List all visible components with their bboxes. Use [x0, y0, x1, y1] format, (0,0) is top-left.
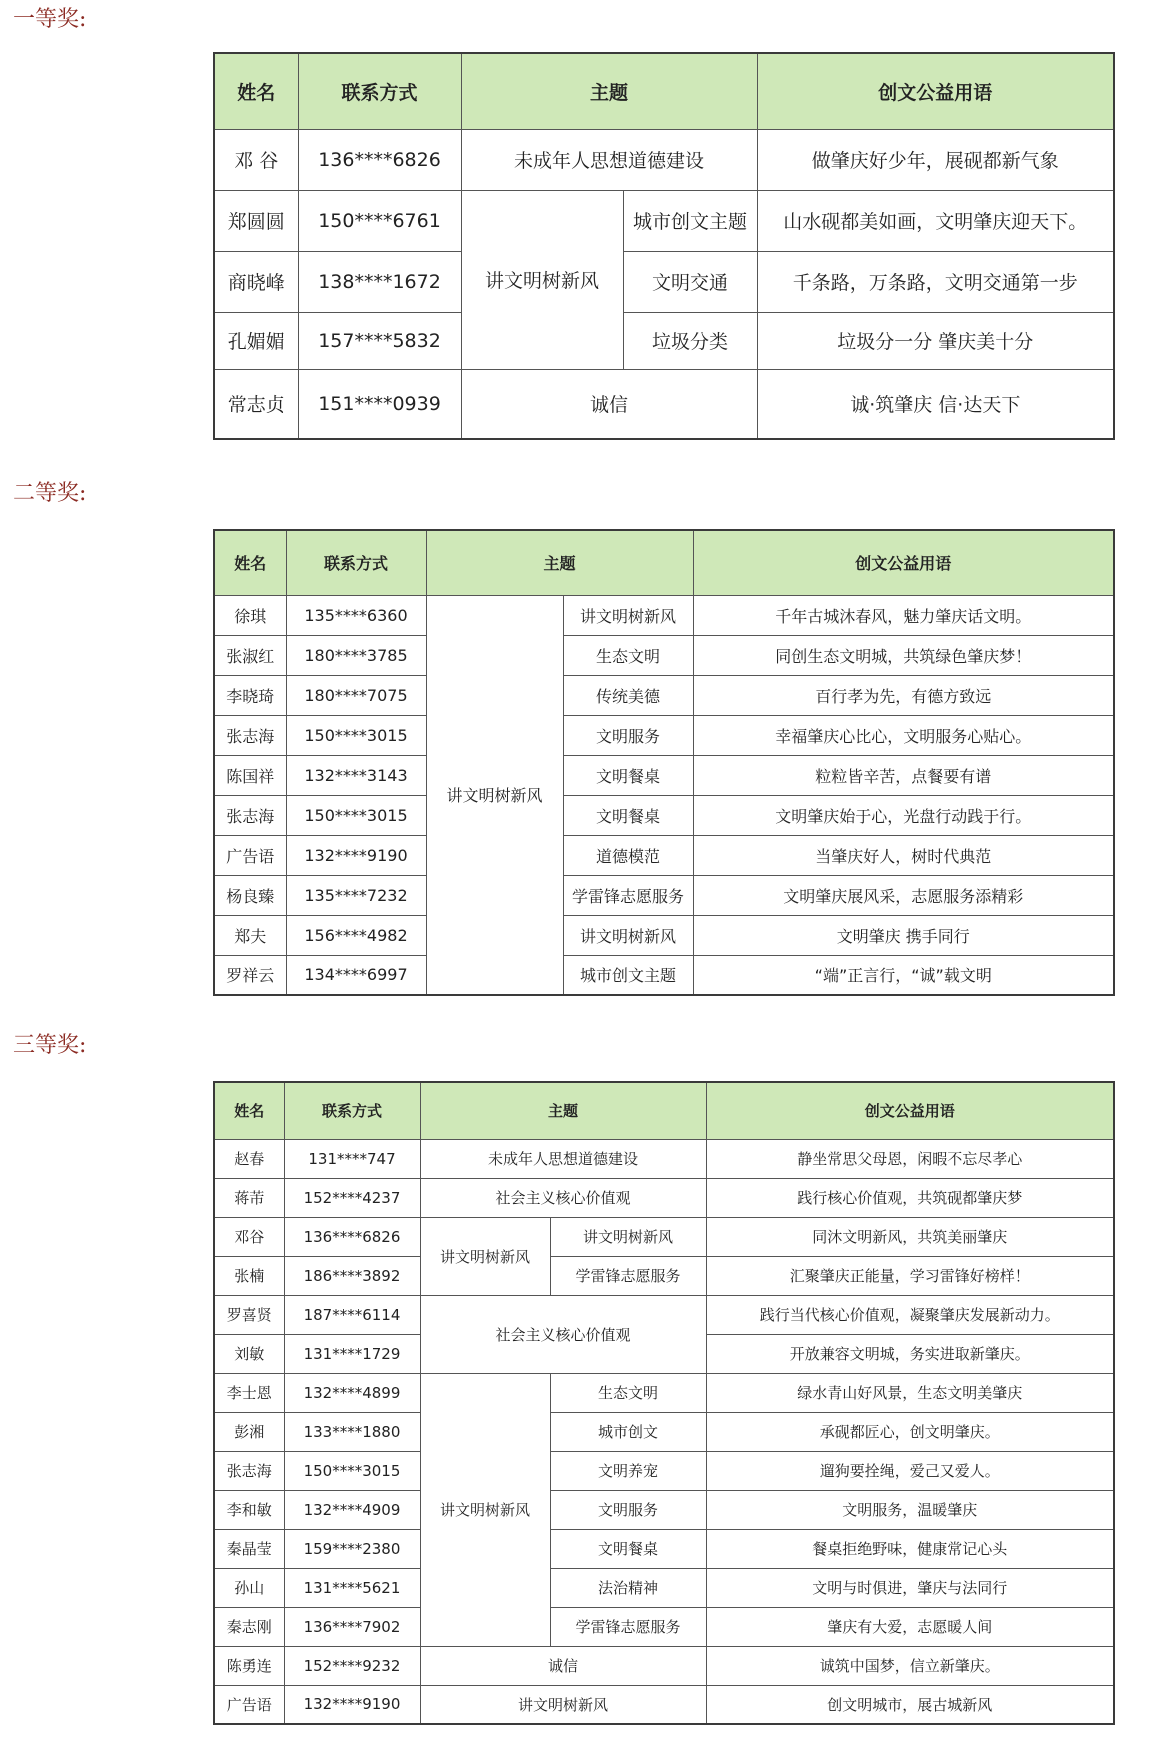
slogan-cell: 遛狗要拴绳，爱己又爱人。: [706, 1451, 1114, 1490]
table-row: [214, 1373, 1114, 1412]
theme-cell: 诚信: [420, 1646, 706, 1685]
winner-name: 蒋芾: [214, 1178, 284, 1217]
contact-phone: 152****4237: [284, 1178, 420, 1217]
table-row: [214, 1178, 1114, 1217]
winner-name: 邓 谷: [214, 129, 298, 190]
sub-theme-cell: 学雷锋志愿服务: [550, 1256, 706, 1295]
slogan-cell: 幸福肇庆心比心，文明服务心贴心。: [693, 715, 1114, 755]
contact-phone: 132****9190: [284, 1685, 420, 1724]
contact-phone: 186****3892: [284, 1256, 420, 1295]
winner-name: 孙山: [214, 1568, 284, 1607]
header-theme: 主题: [420, 1082, 706, 1139]
sub-theme-cell: 文明餐桌: [563, 755, 693, 795]
slogan-cell: 粒粒皆辛苦，点餐要有谱: [693, 755, 1114, 795]
contact-phone: 150****3015: [286, 795, 426, 835]
winner-name: 常志贞: [214, 369, 298, 439]
header-name: 姓名: [214, 53, 298, 129]
contact-phone: 131****747: [284, 1139, 420, 1178]
slogan-cell: 践行当代核心价值观，凝聚肇庆发展新动力。: [706, 1295, 1114, 1334]
contact-phone: 133****1880: [284, 1412, 420, 1451]
sub-theme-cell: 生态文明: [550, 1373, 706, 1412]
table-row: [214, 1217, 1114, 1256]
winner-name: 广告语: [214, 835, 286, 875]
header-slogan: 创文公益用语: [693, 530, 1114, 595]
header-contact: 联系方式: [286, 530, 426, 595]
contact-phone: 136****7902: [284, 1607, 420, 1646]
winner-name: 秦晶莹: [214, 1529, 284, 1568]
winner-name: 张淑红: [214, 635, 286, 675]
winner-name: 陈勇连: [214, 1646, 284, 1685]
winner-name: 邓谷: [214, 1217, 284, 1256]
table-row: [214, 715, 1114, 755]
contact-phone: 136****6826: [298, 129, 461, 190]
slogan-cell: 诚·筑肇庆 信·达天下: [757, 369, 1114, 439]
winner-name: 赵春: [214, 1139, 284, 1178]
table-row: [214, 190, 1114, 251]
contact-phone: 132****9190: [286, 835, 426, 875]
contact-phone: 180****3785: [286, 635, 426, 675]
table-row: [214, 795, 1114, 835]
winner-name: 李晓琦: [214, 675, 286, 715]
winner-name: 张楠: [214, 1256, 284, 1295]
table-row: [214, 129, 1114, 190]
theme-cell: 未成年人思想道德建设: [420, 1139, 706, 1178]
sub-theme-cell: 城市创文主题: [563, 955, 693, 995]
slogan-cell: 餐桌拒绝野味，健康常记心头: [706, 1529, 1114, 1568]
theme-cell: 未成年人思想道德建设: [461, 129, 757, 190]
header-slogan: 创文公益用语: [757, 53, 1114, 129]
slogan-cell: 承砚都匠心，创文明肇庆。: [706, 1412, 1114, 1451]
table-row: [214, 1529, 1114, 1568]
slogan-cell: 当肇庆好人，树时代典范: [693, 835, 1114, 875]
table-row: [214, 835, 1114, 875]
table-row: [214, 1412, 1114, 1451]
winner-name: 郑圆圆: [214, 190, 298, 251]
theme-group-cell: 讲文明树新风: [420, 1373, 550, 1646]
contact-phone: 150****3015: [286, 715, 426, 755]
header-name: 姓名: [214, 530, 286, 595]
sub-theme-cell: 传统美德: [563, 675, 693, 715]
third-prize-heading: 三等奖:: [13, 1033, 87, 1058]
contact-phone: 132****3143: [286, 755, 426, 795]
sub-theme-cell: 文明养宠: [550, 1451, 706, 1490]
header-theme: 主题: [461, 53, 757, 129]
slogan-cell: 同沐文明新风，共筑美丽肇庆: [706, 1217, 1114, 1256]
contact-phone: 135****7232: [286, 875, 426, 915]
table-header-row: [214, 1082, 1114, 1139]
winner-name: 商晓峰: [214, 251, 298, 312]
table-header-row: [214, 53, 1114, 129]
winner-name: 张志海: [214, 1451, 284, 1490]
table-row: [214, 312, 1114, 369]
slogan-cell: 诚筑中国梦，信立新肇庆。: [706, 1646, 1114, 1685]
header-slogan: 创文公益用语: [706, 1082, 1114, 1139]
table-header-row: [214, 530, 1114, 595]
theme-group-cell: 讲文明树新风: [426, 595, 563, 995]
slogan-cell: 垃圾分一分 肇庆美十分: [757, 312, 1114, 369]
table-row: [214, 755, 1114, 795]
table-row: [214, 1607, 1114, 1646]
contact-phone: 150****6761: [298, 190, 461, 251]
slogan-cell: 文明服务，温暖肇庆: [706, 1490, 1114, 1529]
first-prize-table: [213, 52, 1115, 440]
winner-name: 刘敏: [214, 1334, 284, 1373]
slogan-cell: 汇聚肇庆正能量，学习雷锋好榜样！: [706, 1256, 1114, 1295]
table-row: [214, 1685, 1114, 1724]
contact-phone: 156****4982: [286, 915, 426, 955]
winner-name: 陈国祥: [214, 755, 286, 795]
winner-name: 孔媚媚: [214, 312, 298, 369]
sub-theme-cell: 文明服务: [563, 715, 693, 755]
winner-name: 广告语: [214, 1685, 284, 1724]
sub-theme-cell: 讲文明树新风: [550, 1217, 706, 1256]
first-prize-heading: 一等奖:: [13, 7, 87, 32]
slogan-cell: “端”正言行，“诚”载文明: [693, 955, 1114, 995]
table-row: [214, 1295, 1114, 1334]
slogan-cell: 做肇庆好少年，展砚都新气象: [757, 129, 1114, 190]
slogan-cell: 绿水青山好风景，生态文明美肇庆: [706, 1373, 1114, 1412]
slogan-cell: 千条路，万条路，文明交通第一步: [757, 251, 1114, 312]
header-contact: 联系方式: [284, 1082, 420, 1139]
winner-name: 张志海: [214, 795, 286, 835]
theme-cell: 讲文明树新风: [420, 1685, 706, 1724]
table-row: [214, 635, 1114, 675]
winner-name: 罗祥云: [214, 955, 286, 995]
table-row: [214, 955, 1114, 995]
contact-phone: 180****7075: [286, 675, 426, 715]
slogan-cell: 创文明城市，展古城新风: [706, 1685, 1114, 1724]
header-name: 姓名: [214, 1082, 284, 1139]
contact-phone: 152****9232: [284, 1646, 420, 1685]
contact-phone: 135****6360: [286, 595, 426, 635]
contact-phone: 136****6826: [284, 1217, 420, 1256]
slogan-cell: 文明肇庆 携手同行: [693, 915, 1114, 955]
table-row: [214, 369, 1114, 439]
winner-name: 徐琪: [214, 595, 286, 635]
contact-phone: 157****5832: [298, 312, 461, 369]
slogan-cell: 静坐常思父母恩，闲暇不忘尽孝心: [706, 1139, 1114, 1178]
contact-phone: 187****6114: [284, 1295, 420, 1334]
contact-phone: 159****2380: [284, 1529, 420, 1568]
sub-theme-cell: 讲文明树新风: [563, 915, 693, 955]
sub-theme-cell: 法治精神: [550, 1568, 706, 1607]
sub-theme-cell: 文明餐桌: [550, 1529, 706, 1568]
contact-phone: 131****1729: [284, 1334, 420, 1373]
header-theme: 主题: [426, 530, 693, 595]
contact-phone: 131****5621: [284, 1568, 420, 1607]
table-row: [214, 1568, 1114, 1607]
slogan-cell: 文明与时俱进，肇庆与法同行: [706, 1568, 1114, 1607]
sub-theme-cell: 道德模范: [563, 835, 693, 875]
slogan-cell: 肇庆有大爱，志愿暖人间: [706, 1607, 1114, 1646]
sub-theme-cell: 城市创文主题: [623, 190, 757, 251]
slogan-cell: 百行孝为先，有德方致远: [693, 675, 1114, 715]
table-row: [214, 251, 1114, 312]
theme-cell: 社会主义核心价值观: [420, 1178, 706, 1217]
third-prize-table: [213, 1081, 1115, 1725]
contact-phone: 150****3015: [284, 1451, 420, 1490]
theme-cell: 社会主义核心价值观: [420, 1295, 706, 1373]
sub-theme-cell: 生态文明: [563, 635, 693, 675]
winner-name: 秦志刚: [214, 1607, 284, 1646]
winner-name: 李和敏: [214, 1490, 284, 1529]
sub-theme-cell: 学雷锋志愿服务: [550, 1607, 706, 1646]
slogan-cell: 开放兼容文明城，务实进取新肇庆。: [706, 1334, 1114, 1373]
table-row: [214, 675, 1114, 715]
winner-name: 罗喜贤: [214, 1295, 284, 1334]
contact-phone: 138****1672: [298, 251, 461, 312]
slogan-cell: 践行核心价值观，共筑砚都肇庆梦: [706, 1178, 1114, 1217]
sub-theme-cell: 城市创文: [550, 1412, 706, 1451]
header-contact: 联系方式: [298, 53, 461, 129]
table-row: [214, 915, 1114, 955]
sub-theme-cell: 讲文明树新风: [563, 595, 693, 635]
sub-theme-cell: 文明服务: [550, 1490, 706, 1529]
second-prize-heading: 二等奖:: [13, 481, 87, 506]
second-prize-table: [213, 529, 1115, 996]
slogan-cell: 同创生态文明城，共筑绿色肇庆梦！: [693, 635, 1114, 675]
table-row: [214, 875, 1114, 915]
sub-theme-cell: 文明交通: [623, 251, 757, 312]
table-row: [214, 595, 1114, 635]
contact-phone: 151****0939: [298, 369, 461, 439]
slogan-cell: 山水砚都美如画，文明肇庆迎天下。: [757, 190, 1114, 251]
theme-group-cell: 讲文明树新风: [461, 190, 623, 369]
slogan-cell: 文明肇庆展风采，志愿服务添精彩: [693, 875, 1114, 915]
sub-theme-cell: 文明餐桌: [563, 795, 693, 835]
winner-name: 彭湘: [214, 1412, 284, 1451]
theme-cell: 诚信: [461, 369, 757, 439]
slogan-cell: 千年古城沐春风，魅力肇庆话文明。: [693, 595, 1114, 635]
winner-name: 郑夫: [214, 915, 286, 955]
winner-name: 杨良臻: [214, 875, 286, 915]
slogan-cell: 文明肇庆始于心，光盘行动践于行。: [693, 795, 1114, 835]
contact-phone: 132****4899: [284, 1373, 420, 1412]
table-row: [214, 1451, 1114, 1490]
winner-name: 张志海: [214, 715, 286, 755]
table-row: [214, 1256, 1114, 1295]
table-row: [214, 1139, 1114, 1178]
sub-theme-cell: 垃圾分类: [623, 312, 757, 369]
contact-phone: 132****4909: [284, 1490, 420, 1529]
table-row: [214, 1646, 1114, 1685]
table-row: [214, 1490, 1114, 1529]
sub-theme-cell: 学雷锋志愿服务: [563, 875, 693, 915]
contact-phone: 134****6997: [286, 955, 426, 995]
winner-name: 李士恩: [214, 1373, 284, 1412]
theme-group-cell: 讲文明树新风: [420, 1217, 550, 1295]
